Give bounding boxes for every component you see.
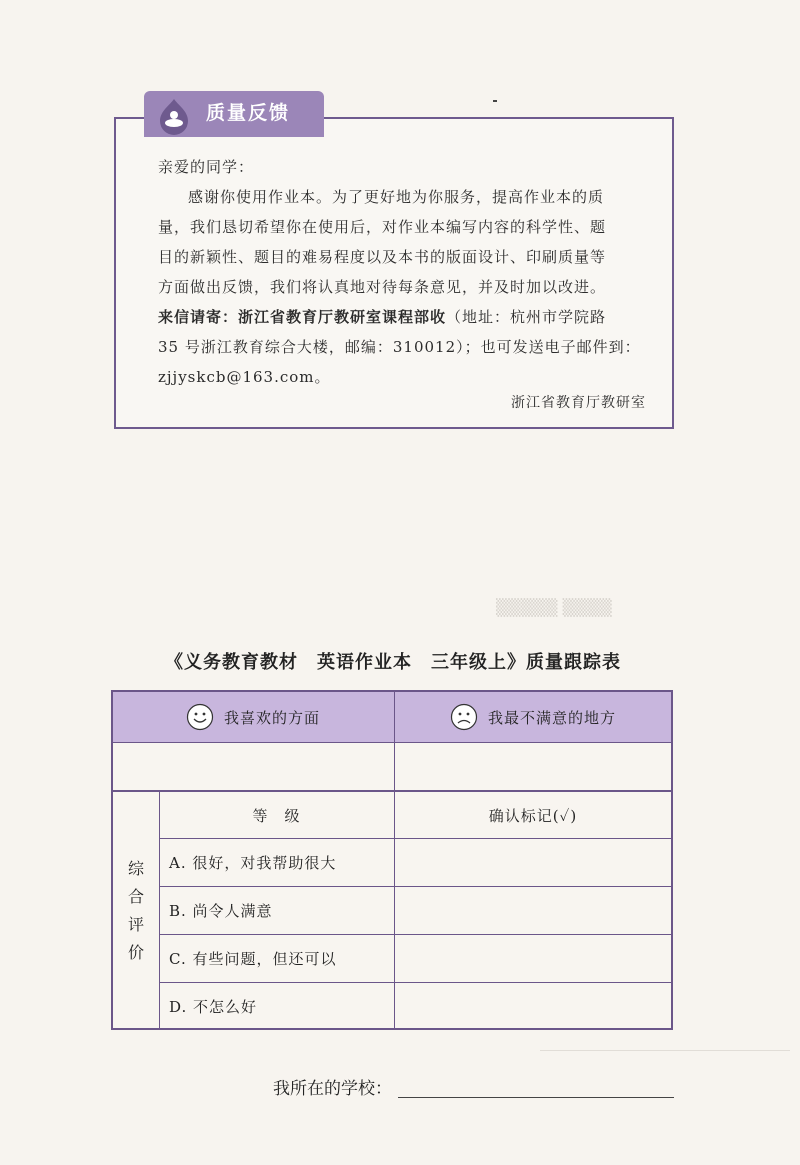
overall-evaluation-label xyxy=(113,792,159,1030)
email-address[interactable]: zjjyskcb@163.com。 xyxy=(158,368,331,386)
body-line: 目的新颖性、题目的难易程度以及本书的版面设计、印刷质量等 xyxy=(158,248,607,266)
dislike-answer-cell[interactable] xyxy=(395,743,671,790)
smiley-face-icon xyxy=(186,703,214,731)
tracking-table-title: 《义务教育教材 英语作业本 三年级上》质量跟踪表 xyxy=(165,652,621,673)
school-input-line[interactable] xyxy=(398,1097,674,1098)
side-char: 价 xyxy=(127,943,144,962)
salutation: 亲爱的同学： xyxy=(158,158,255,176)
side-char: 综 xyxy=(127,859,144,878)
side-char: 评 xyxy=(127,915,144,934)
school-label: 我所在的学校： xyxy=(273,1079,392,1099)
grade-header: 等 级 xyxy=(252,806,301,825)
send-department: 浙江省教育厅教研室课程部收 xyxy=(238,308,447,326)
sad-face-icon xyxy=(450,703,478,731)
grade-option-c: C. 有些问题，但还可以 xyxy=(169,950,337,968)
feedback-logo-icon xyxy=(154,97,194,137)
dislike-header xyxy=(395,692,671,742)
body-line: 量，我们恳切希望你在使用后，对作业本编写内容的科学性、题 xyxy=(158,218,607,236)
bleed-through xyxy=(540,1050,790,1081)
grade-option-b: B. 尚令人满意 xyxy=(169,902,273,920)
send-prefix: 来信请寄： xyxy=(158,308,239,326)
feedback-title: 质量反馈 xyxy=(206,102,291,124)
signature: 浙江省教育厅教研室 xyxy=(511,395,646,411)
body-line: 感谢你使用作业本。为了更好地为你服务，提高作业本的质 xyxy=(188,188,605,206)
confirm-cell-a[interactable] xyxy=(395,839,671,886)
confirm-cell-c[interactable] xyxy=(395,935,671,982)
confirm-cell-b[interactable] xyxy=(395,887,671,934)
grade-option-a: A. 很好，对我帮助很大 xyxy=(169,854,337,872)
send-address: （地址：杭州市学院路 xyxy=(446,308,607,326)
like-header-label: 我喜欢的方面 xyxy=(223,708,320,727)
dislike-header-label: 我最不满意的地方 xyxy=(487,708,616,727)
tracking-table xyxy=(111,690,673,1030)
feedback-title-tab xyxy=(144,91,324,137)
side-char: 合 xyxy=(127,887,144,906)
mail-line xyxy=(158,302,648,332)
ink-speck xyxy=(493,100,497,102)
like-answer-cell[interactable] xyxy=(113,743,394,790)
bleed-through: ▒▒▒▒▒ ▒▒▒▒ xyxy=(496,598,612,617)
confirm-header: 确认标记(✓) xyxy=(488,806,578,825)
body-line: 方面做出反馈，我们将认真地对待每条意见，并及时加以改进。 xyxy=(158,278,607,296)
confirm-cell-d[interactable] xyxy=(395,983,671,1030)
like-header xyxy=(113,692,393,742)
table-header-row xyxy=(113,692,671,742)
feedback-body xyxy=(158,152,648,392)
address-line: 35 号浙江教育综合大楼，邮编：310012）；也可发送电子邮件到： xyxy=(158,338,641,356)
grade-option-d: D. 不怎么好 xyxy=(169,998,258,1016)
